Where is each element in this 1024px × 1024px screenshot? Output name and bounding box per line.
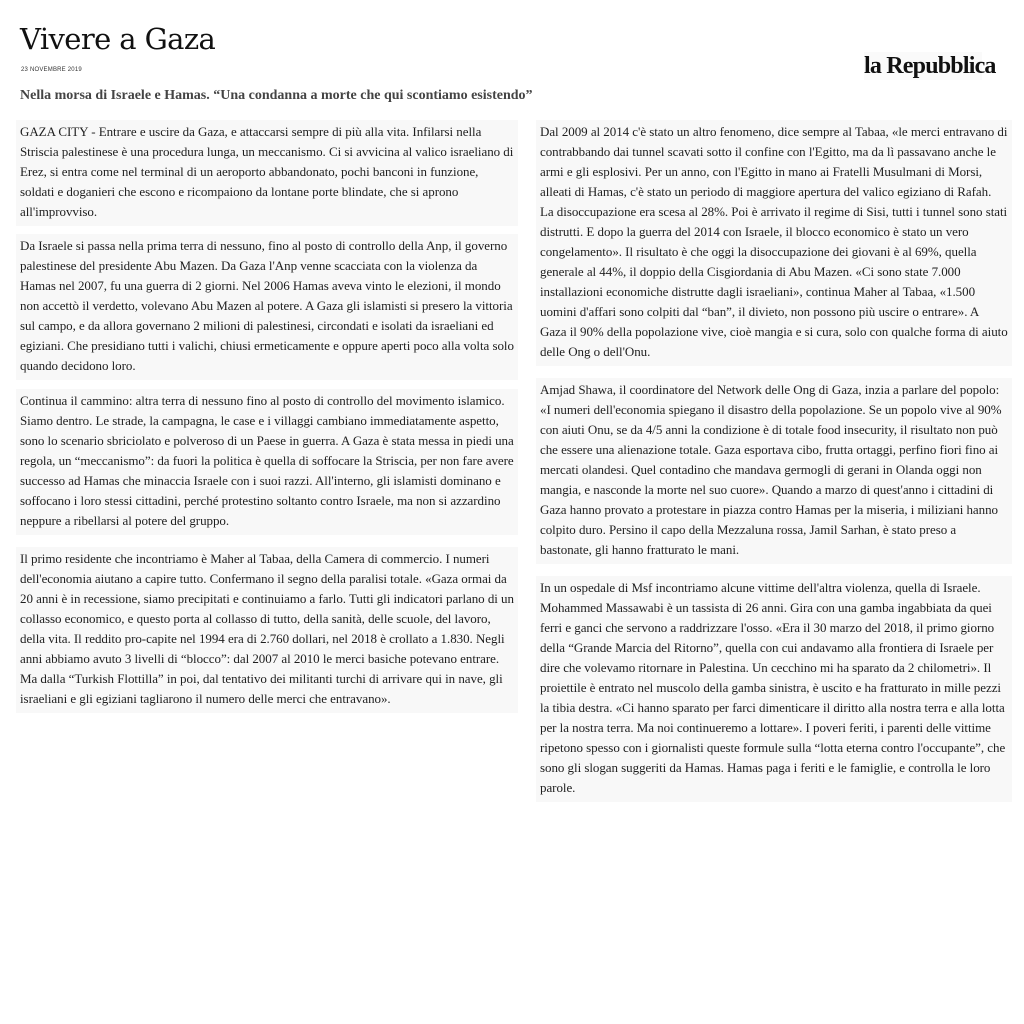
newspaper-logo: la Repubblica bbox=[864, 53, 996, 79]
article-paragraph: Continua il cammino: altra terra di nessuno fino al posto di controllo del movimento islamico. Siamo dentro. Le strade, la campagna, le case e i villaggi cambiano immediatamente aspetto, sono lo scenario sbriciolato e polveroso di un Paese in guerra. A Gaza è stata messa in piedi una regola, un “meccanismo”: da fuori la politica è quella di soffocare la Striscia, per non fare avere successo ad Hamas che minaccia Israele con i suoi razzi. All'interno, gli islamisti dominano e soffocano i loro stessi cittadini, perché protestino soltanto contro Israele, ma non si azzardino neppure a ribellarsi al potere del gruppo. bbox=[16, 389, 518, 535]
article-paragraph: GAZA CITY - Entrare e uscire da Gaza, e attaccarsi sempre di più alla vita. Infilarsi nella Striscia palestinese è una procedura lunga, un meccanismo. Ci si avvicina al valico israeliano di Erez, si entra come nel terminal di un aeroporto abbandonato, pochi banconi in funzione, soldati e doganieri che escono e ricompaiono da lontane porte blindate, che si aprono all'improvviso. bbox=[16, 120, 518, 226]
article-paragraph: Dal 2009 al 2014 c'è stato un altro fenomeno, dice sempre al Tabaa, «le merci entravano di contrabbando dai tunnel scavati sotto il confine con l'Egitto, ma da lì passavano anche le armi e gli esplosivi. Per un anno, con l'Egitto in mano ai Fratelli Musulmani di Morsi, alleati di Hamas, c'è stato un periodo di maggiore apertura del valico egiziano di Rafah. La disoccupazione era scesa al 28%. Poi è arrivato il regime di Sisi, tutti i tunnel sono stati distrutti. E dopo la guerra del 2014 con Israele, il blocco economico è stato un vero congelamento». Il risultato è che oggi la disoccupazione dei giovani è al 69%, quella generale al 44%, il doppio della Cisgiordania di Abu Mazen. «Ci sono state 7.000 installazioni economiche distrutte dagli israeliani», continua Maher al Tabaa, «1.500 uomini d'affari sono colpiti dal “ban”, il divieto, non possono più uscire o entrare». A Gaza il 90% della popolazione vive, cioè mangia e si cura, solo con qualche forma di aiuto delle Ong o dell'Onu. bbox=[536, 120, 1012, 366]
article-subtitle: Nella morsa di Israele e Hamas. “Una condanna a morte che qui scontiamo esistendo” bbox=[20, 88, 533, 103]
article-paragraph: Amjad Shawa, il coordinatore del Network delle Ong di Gaza, inzia a parlare del popolo: «I numeri dell'economia spiegano il disastro della popolazione. Se un popolo vive al 90% con aiuti Onu, se da 4/5 anni la condizione è di totale food insecurity, il risultato non può che essere una alienazione totale. Gaza esportava cibo, frutta ortaggi, perfino fiori fino ai mercati olandesi. Quel contadino che mandava germogli di gerani in Olanda oggi non mangia, e nasconde la morte nel suo cuore». Quando a marzo di quest'anno i cittadini di Gaza hanno provato a protestare in piazza contro Hamas per la miseria, i miliziani hanno colpito duro. Persino il capo della Mezzaluna rossa, Jamil Sarhan, è stato preso a bastonate, gli hanno fratturato le mani. bbox=[536, 378, 1012, 564]
article-paragraph: Da Israele si passa nella prima terra di nessuno, fino al posto di controllo della Anp, il governo palestinese del presidente Abu Mazen. Da Gaza l'Anp venne scacciata con la violenza da Hamas nel 2007, fu una guerra di 2 giorni. Nel 2006 Hamas aveva vinto le elezioni, il mondo non accettò il verdetto, volevano Abu Mazen al potere. A Gaza gli islamisti si presero la vittoria sul campo, e da allora governano 2 milioni di palestinesi, circondati e isolati da israeliani ed egiziani. Che presidiano tutti i valichi, chiusi ermeticamente e oppure aperti poco alla volta solo quando decidono loro. bbox=[16, 234, 518, 380]
article-date: 23 NOVEMBRE 2019 bbox=[21, 67, 82, 73]
article-paragraph: Il primo residente che incontriamo è Maher al Tabaa, della Camera di commercio. I numeri dell'economia aiutano a capire tutto. Confermano il segno della paralisi totale. «Gaza ormai da 20 anni è in recessione, siamo precipitati e continuiamo a farlo. Tutti gli indicatori parlano di un collasso economico, e questo porta al collasso di tutto, della sanità, delle scuole, del lavoro, della vita. Il reddito pro-capite nel 1994 era di 2.760 dollari, nel 2018 è crollato a 1.830. Negli anni abbiamo avuto 3 livelli di “blocco”: dal 2007 al 2010 le merci basiche potevano entrare. Ma dalla “Turkish Flottilla” in poi, dal tentativo dei militanti turchi di arrivare qui in nave, gli israeliani e gli egiziani tagliarono il numero delle merci che entravano». bbox=[16, 547, 518, 713]
article-paragraph: In un ospedale di Msf incontriamo alcune vittime dell'altra violenza, quella di Israele. Mohammed Massawabi è un tassista di 26 anni. Gira con una gamba ingabbiata da quei ferri e ganci che servono a raddrizzare l'osso. «Era il 30 marzo del 2018, il primo giorno della “Grande Marcia del Ritorno”, quella con cui andavamo alla frontiera di Israele per dire che volevamo ritornare in Palestina. Un cecchino mi ha sparato da 2 chilometri». Il proiettile è entrato nel muscolo della gamba sinistra, è uscito e ha fratturato in mille pezzi la tibia destra. «Ci hanno sparato per farci dimenticare il diritto alla nostra terra e alla lotta per la nostra terra. Ma noi continueremo a lottare». I poveri feriti, i parenti delle vittime ripetono spesso con i giornalisti queste formule sulla “lotta eterna contro l'occupante”, che sono gli slogan suggeriti da Hamas. Hamas paga i feriti e le famiglie, e controlla le loro parole. bbox=[536, 576, 1012, 802]
article-title: Vivere a Gaza bbox=[20, 22, 216, 56]
article-column-right bbox=[536, 120, 1012, 810]
article-column-left bbox=[16, 120, 518, 721]
